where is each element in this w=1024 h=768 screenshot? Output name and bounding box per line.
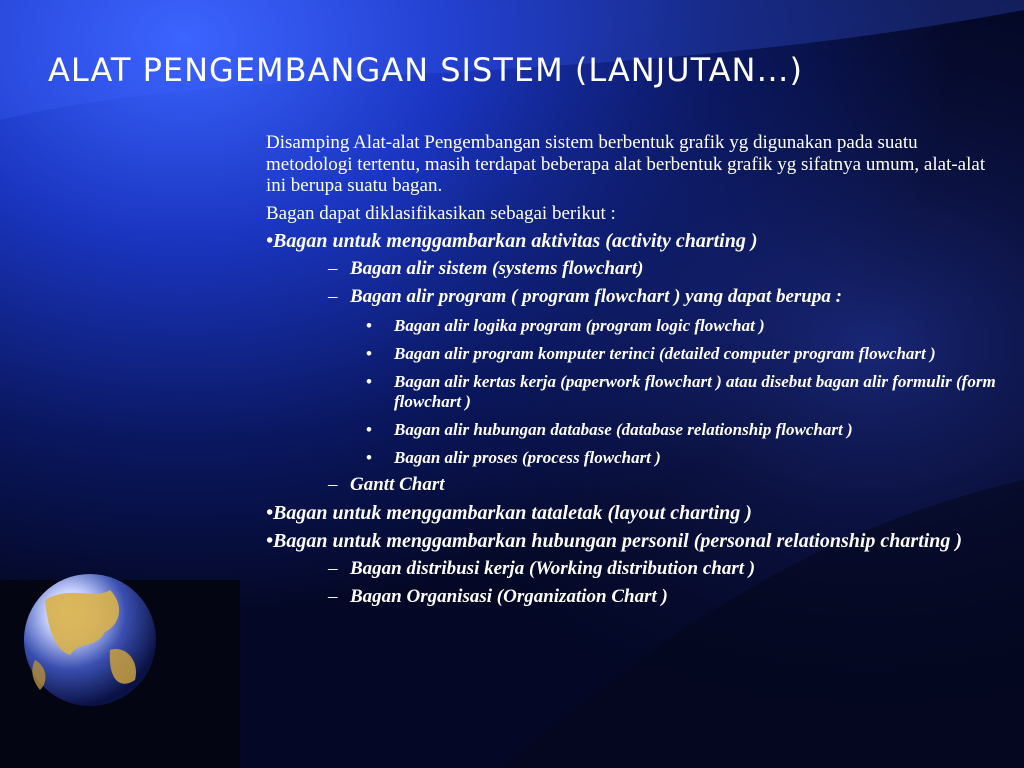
- program-item-text: Bagan alir proses (process flowchart ): [394, 448, 661, 467]
- program-item-text: Bagan alir hubungan database (database relationship flowchart ): [394, 420, 853, 439]
- program-item-text: Bagan alir program komputer terinci (detailed computer program flowchart ): [394, 344, 936, 363]
- systems-flowchart-item: Bagan alir sistem (systems flowchart): [350, 258, 644, 279]
- slide-content: [266, 132, 996, 608]
- bullet-layout-charting: •Bagan untuk menggambarkan tataletak (layout charting ): [266, 502, 752, 524]
- list-item: • Bagan alir kertas kerja (paperwork flowchart ) atau disebut bagan alir formulir (form flowchart ): [366, 372, 996, 411]
- list-item: • Bagan alir logika program (program logic flowchat ): [366, 316, 765, 335]
- bullet-activity-charting: •Bagan untuk menggambarkan aktivitas (activity charting ): [266, 230, 758, 252]
- organization-chart-item: Bagan Organisasi (Organization Chart ): [350, 586, 668, 607]
- bullet-personnel-charting: •Bagan untuk menggambarkan hubungan personil (personal relationship charting ): [266, 530, 963, 552]
- list-item: – Bagan alir sistem (systems flowchart): [328, 258, 644, 279]
- program-flowchart-item: Bagan alir program ( program flowchart ) yang dapat berupa :: [350, 286, 842, 307]
- intro-paragraph: Disamping Alat-alat Pengembangan sistem berbentuk grafik yg digunakan pada suatu metodologi tertentu, masih terdapat beberapa alat berbentuk grafik yg sifatnya umum, alat-alat ini berupa suatu bagan.: [266, 132, 986, 196]
- list-item: – Bagan alir program ( program flowchart ) yang dapat berupa :: [328, 286, 842, 307]
- list-item: • Bagan alir program komputer terinci (detailed computer program flowchart ): [366, 344, 936, 363]
- globe-icon: [24, 574, 156, 706]
- work-distribution-item: Bagan distribusi kerja (Working distribution chart ): [350, 558, 756, 579]
- list-item: • Bagan alir proses (process flowchart ): [366, 448, 661, 467]
- list-item: – Bagan Organisasi (Organization Chart ): [328, 586, 668, 607]
- page-title: ALAT PENGEMBANGAN SISTEM (LANJUTAN…): [48, 51, 803, 89]
- classification-line: Bagan dapat diklasifikasikan sebagai berikut :: [266, 202, 616, 224]
- list-item: – Gantt Chart: [328, 474, 445, 495]
- list-item: • Bagan alir hubungan database (database relationship flowchart ): [366, 420, 853, 439]
- list-item: – Bagan distribusi kerja (Working distribution chart ): [328, 558, 756, 579]
- program-item-text: Bagan alir kertas kerja (paperwork flowchart ) atau disebut bagan alir formulir (form flowchart ): [394, 372, 996, 411]
- gantt-chart-item: Gantt Chart: [350, 474, 445, 495]
- program-item-text: Bagan alir logika program (program logic flowchat ): [394, 316, 765, 335]
